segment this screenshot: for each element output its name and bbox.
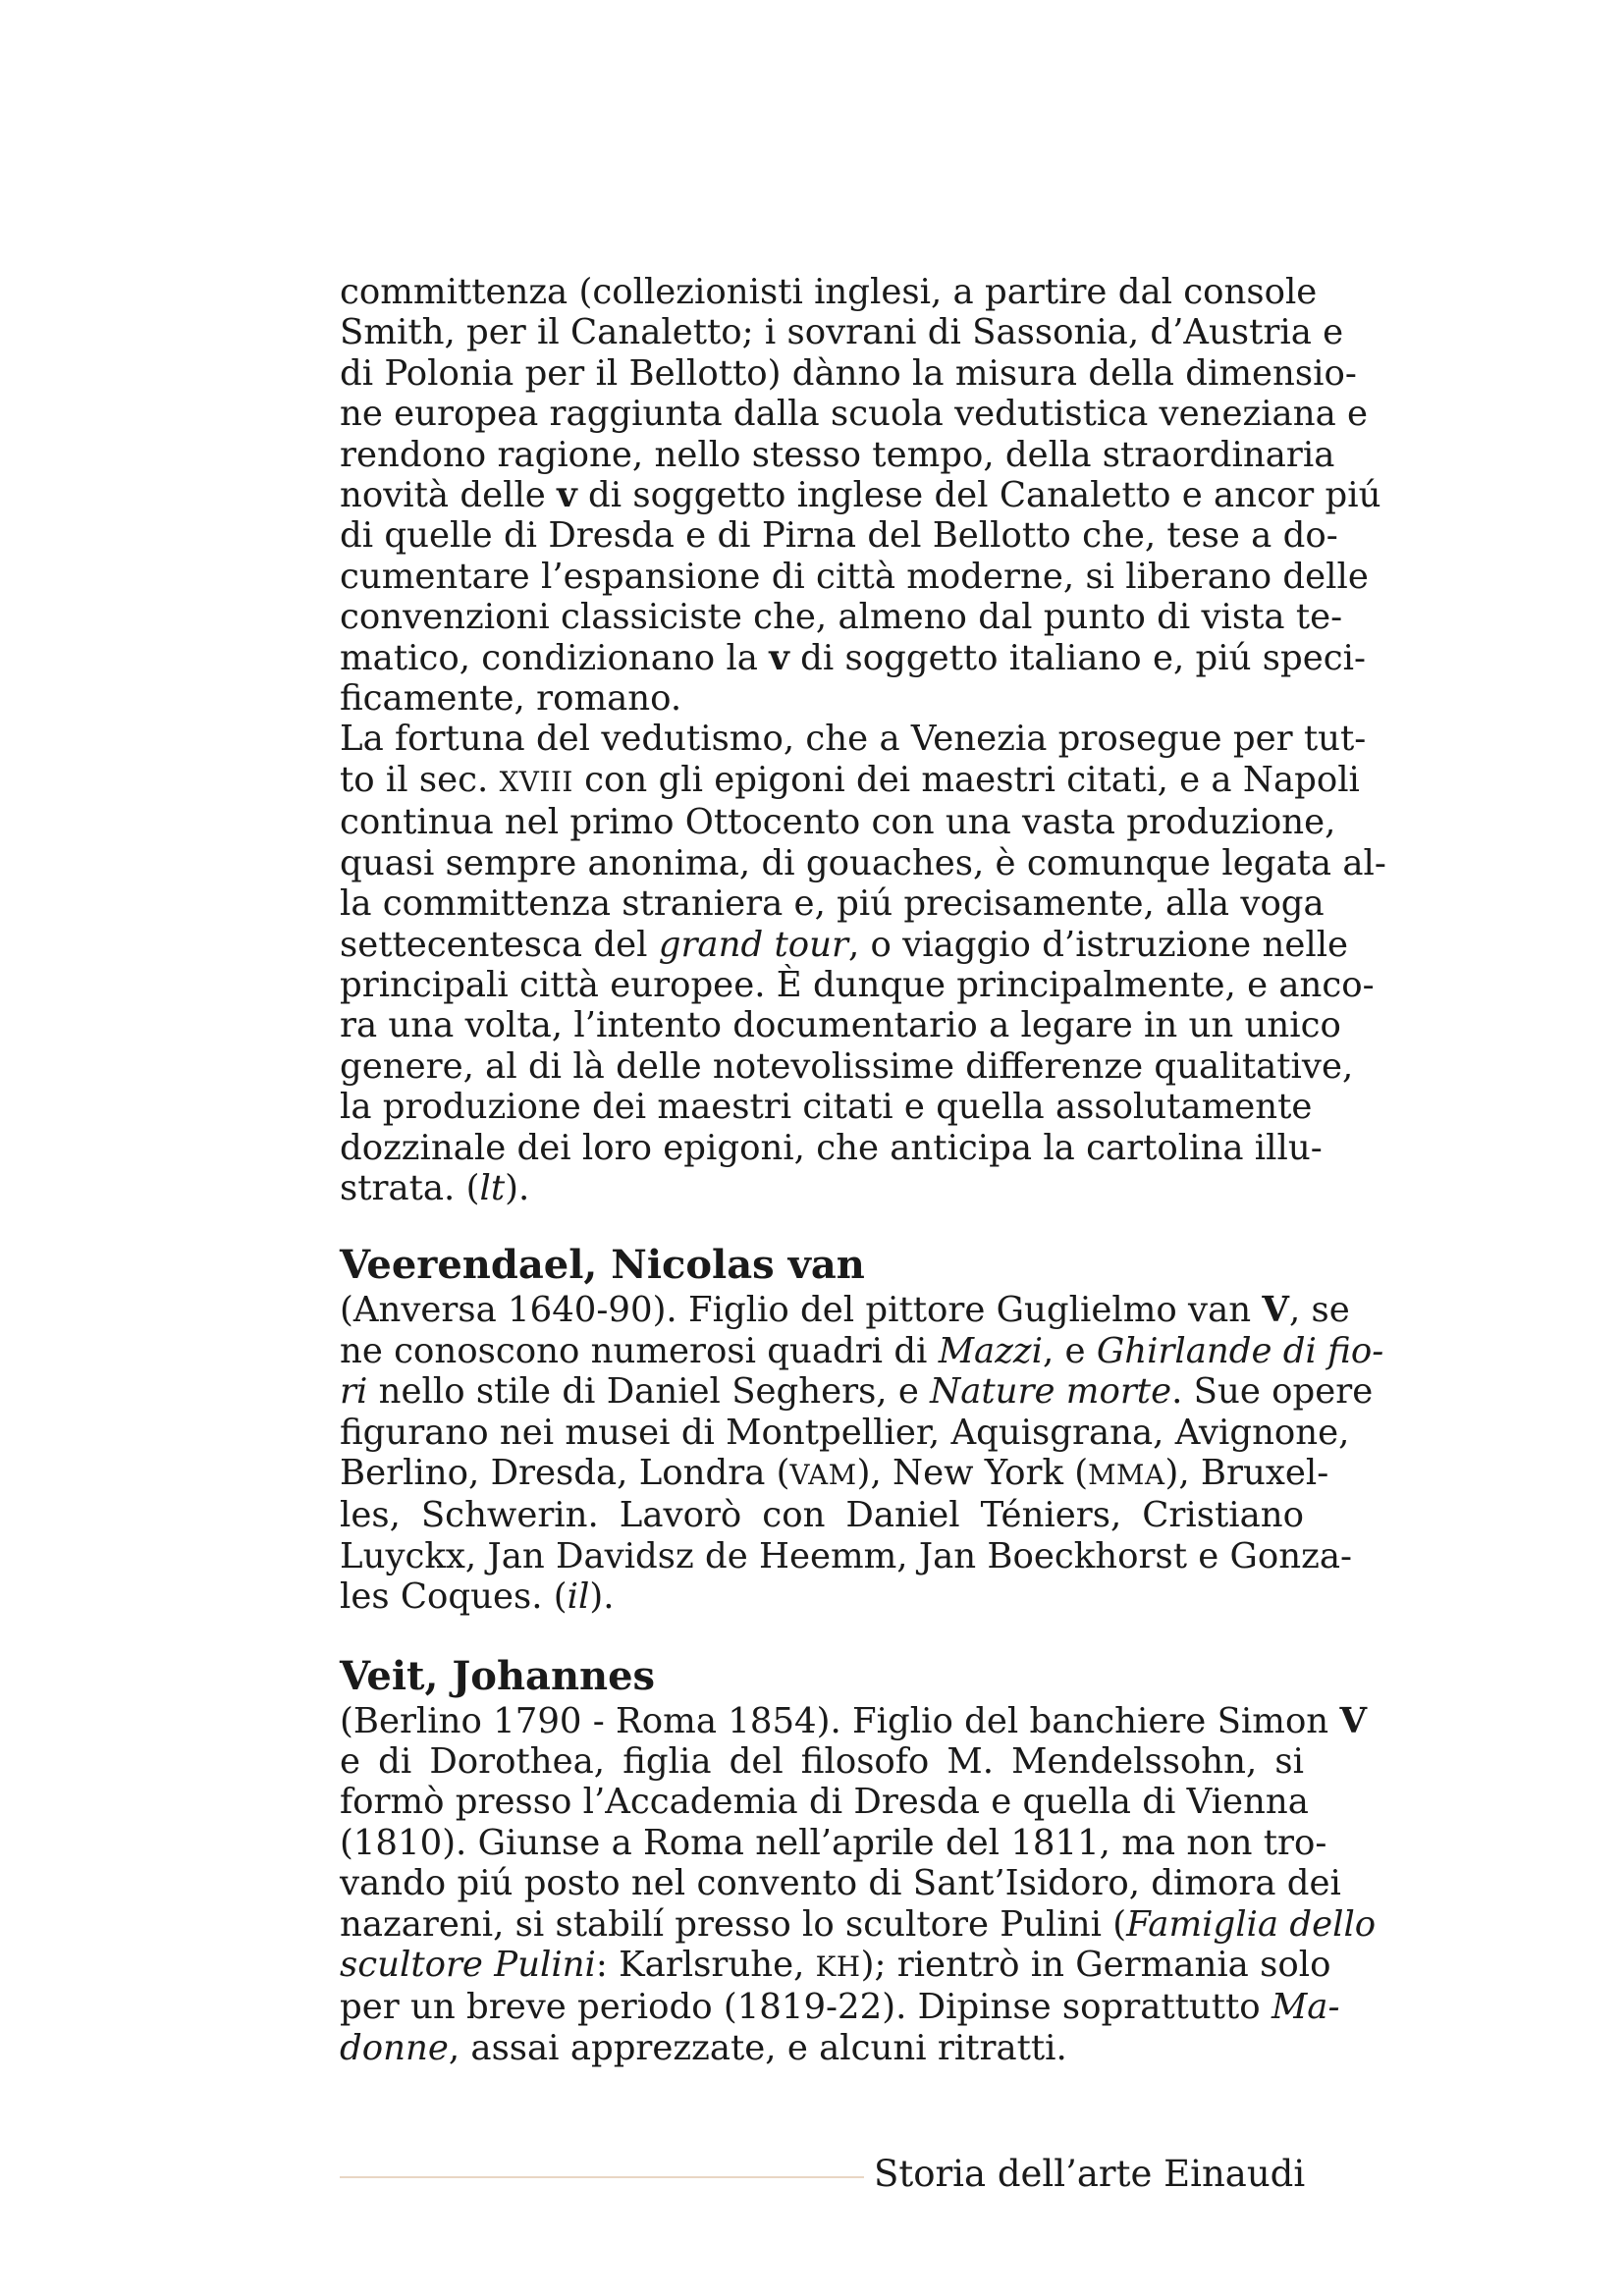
text-line: genere, al di là delle notevolissime differenze qualitative,: [340, 1045, 1354, 1087]
text-line: la produzione dei maestri citati e quella assolutamente: [340, 1087, 1313, 1128]
text-line: vando piú posto nel convento di Sant’Isidoro, dimora dei: [340, 1863, 1341, 1904]
text-line: ne europea raggiunta dalla scuola vedutistica veneziana e: [340, 394, 1369, 435]
text-column: [340, 272, 1386, 2068]
text-line: donne, assai apprezzate, e alcuni ritratti.: [340, 2027, 1067, 2068]
text-line: scultore Pulini: Karlsruhe, KH); rientrò in Germania solo: [340, 1945, 1331, 1986]
footer-rule: [340, 2176, 864, 2178]
text-line: la committenza straniera e, piú precisamente, alla voga: [340, 883, 1325, 925]
text-line: nazareni, si stabilí presso lo scultore Pulini (Famiglia dello: [340, 1903, 1377, 1945]
text-line: les Coques. (il).: [340, 1576, 615, 1618]
text-line: La fortuna del vedutismo, che a Venezia prosegue per tut-: [340, 719, 1367, 760]
text-line: e di Dorothea, figlia del filosofo M. Mendelssohn, si: [340, 1741, 1304, 1782]
text-line: Luyckx, Jan Davidsz de Heemm, Jan Boeckhorst e Gonza-: [340, 1535, 1353, 1576]
text-line: committenza (collezionisti inglesi, a partire dal console: [340, 272, 1318, 312]
entry-veerendael: [340, 1241, 1384, 1618]
text-line: convenzioni classiciste che, almeno dal punto di vista te-: [340, 597, 1343, 638]
text-line: to il sec. XVIII con gli epigoni dei maestri citati, e a Napoli: [340, 759, 1360, 800]
text-line: (Berlino 1790 - Roma 1854). Figlio del banchiere Simon V: [340, 1700, 1368, 1741]
text-line: per un breve periodo (1819-22). Dipinse soprattutto Ma-: [340, 1987, 1340, 2028]
text-line: ri nello stile di Daniel Seghers, e Nature morte. Sue opere: [340, 1371, 1374, 1413]
footer-publisher: Storia dell’arte Einaudi: [874, 2153, 1306, 2195]
text-line: figurano nei musei di Montpellier, Aquisgrana, Avignone,: [340, 1412, 1350, 1453]
text-line: les, Schwerin. Lavorò con Daniel Téniers, Cristiano: [340, 1495, 1304, 1536]
text-line: Berlino, Dresda, Londra (VAM), New York (MMA), Bruxel-: [340, 1452, 1329, 1493]
entry-veit: [340, 1652, 1377, 2069]
text-line: formò presso l’Accademia di Dresda e quella di Vienna: [340, 1782, 1309, 1823]
entry-heading: Veerendael, Nicolas van: [340, 1242, 865, 1289]
text-line: di Polonia per il Bellotto) dànno la misura della dimensio-: [340, 352, 1357, 394]
text-line: ra una volta, l’intento documentario a legare in un unico: [340, 1005, 1341, 1046]
text-line: quasi sempre anonima, di gouaches, è comunque legata al-: [340, 842, 1386, 883]
text-line: rendono ragione, nello stesso tempo, della straordinaria: [340, 434, 1335, 475]
text-line: Smith, per il Canaletto; i sovrani di Sassonia, d’Austria e: [340, 312, 1344, 353]
entry-heading: Veit, Johannes: [340, 1652, 656, 1699]
text-line: strata. (lt).: [340, 1167, 530, 1208]
text-line: cumentare l’espansione di città moderne, si liberano delle: [340, 556, 1369, 597]
text-line: principali città europee. È dunque principalmente, e anco-: [340, 964, 1375, 1005]
text-line: dozzinale dei loro epigoni, che anticipa la cartolina illu-: [340, 1127, 1323, 1168]
text-line: ne conoscono numerosi quadri di Mazzi, e Ghirlande di fio-: [340, 1330, 1384, 1371]
text-line: matico, condizionano la v di soggetto italiano e, piú speci-: [340, 637, 1366, 678]
text-line: (1810). Giunse a Roma nell’aprile del 1811, ma non tro-: [340, 1822, 1327, 1863]
text-line: ficamente, romano.: [340, 678, 682, 720]
text-line: continua nel primo Ottocento con una vasta produzione,: [340, 802, 1336, 843]
text-line: novità delle v di soggetto inglese del Canaletto e ancor piú: [340, 475, 1381, 516]
paragraph-fortuna-vedutismo: [340, 719, 1386, 1208]
text-line: di quelle di Dresda e di Pirna del Bellotto che, tese a do-: [340, 515, 1338, 557]
paragraph-vedutismo-committenza: [340, 272, 1381, 720]
text-line: settecentesca del grand tour, o viaggio d’istruzione nelle: [340, 924, 1349, 965]
text-line: (Anversa 1640-90). Figlio del pittore Guglielmo van V, se: [340, 1290, 1350, 1331]
